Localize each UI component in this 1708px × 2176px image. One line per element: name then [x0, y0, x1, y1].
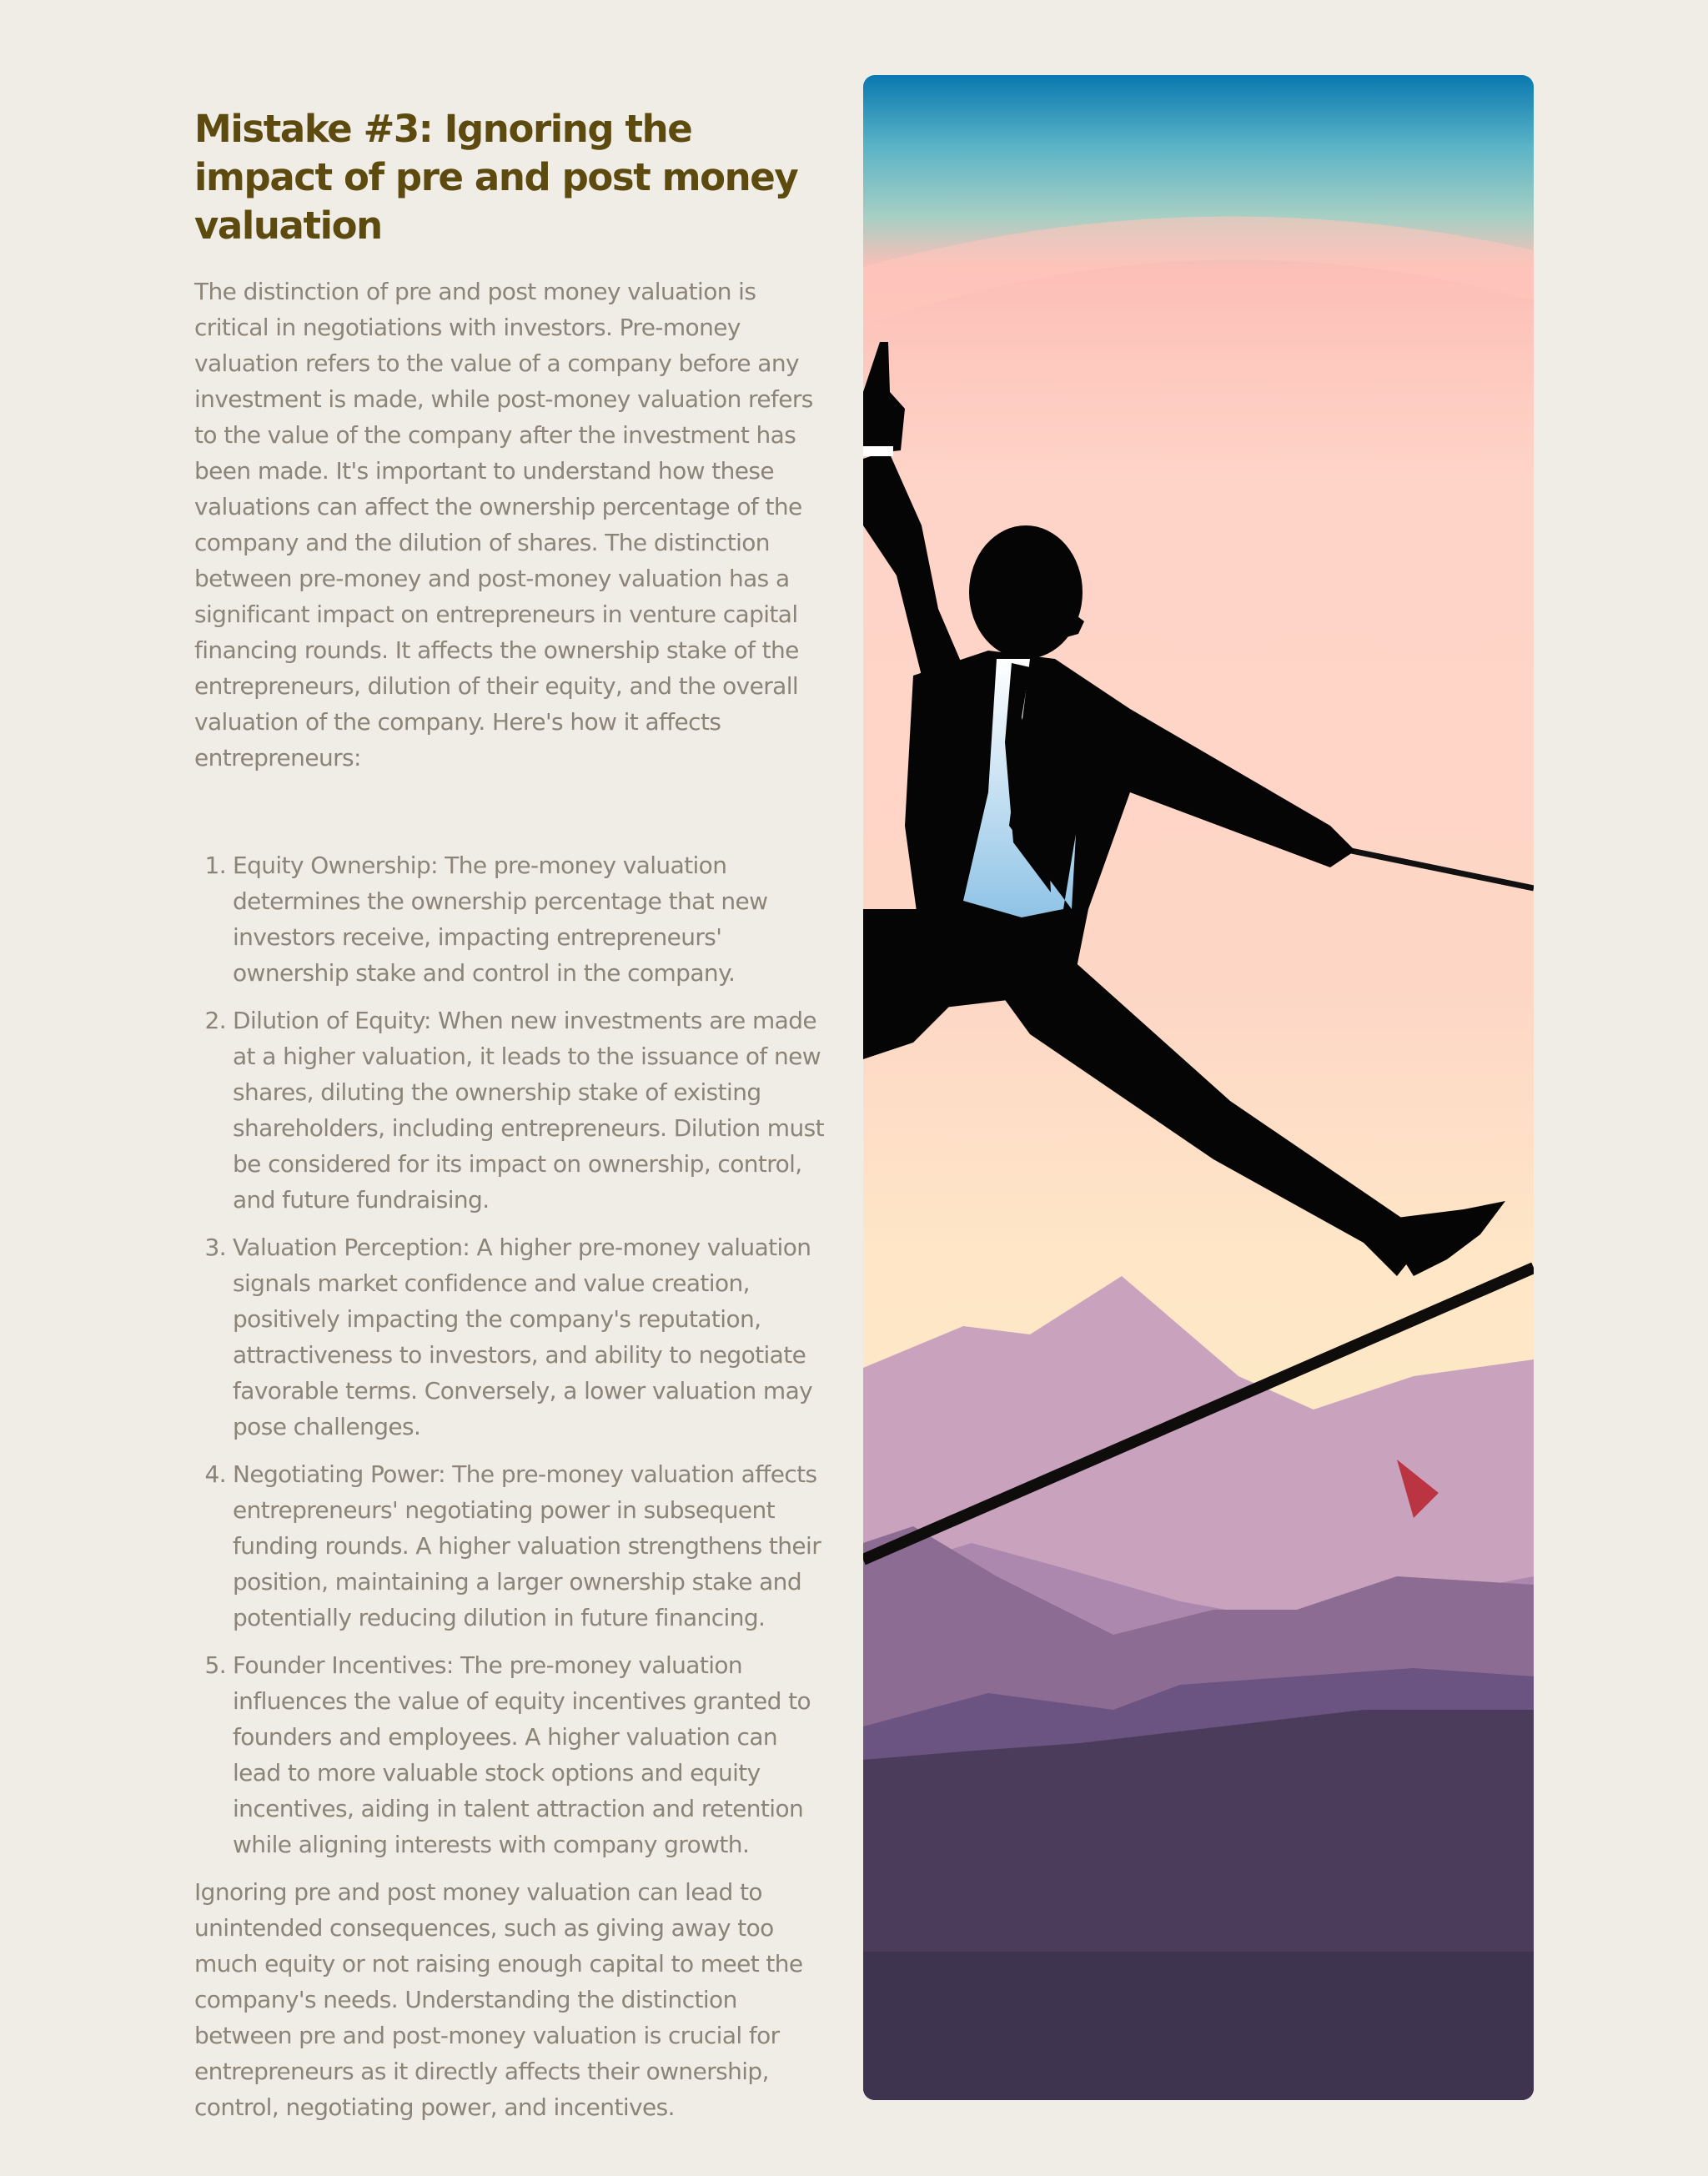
list-item-text: Founder Incentives: The pre-money valuation influences the value of equity incentives granted to founders and employees. A higher valuation can lead to more valuable stock options and equity incentives, aiding in talent attraction and retention while aligning interests with company growth.	[233, 1651, 811, 1858]
businessman-tightrope-illustration	[863, 75, 1534, 2100]
list-item-text: Equity Ownership: The pre-money valuation determines the ownership percentage that new investors receive, impacting entrepreneurs' ownership stake and control in the company.	[233, 852, 768, 987]
list-item-text: Dilution of Equity: When new investments are made at a higher valuation, it leads to the issuance of new shares, diluting the ownership stake of existing shareholders, including entrepreneurs. Dilution must be considered for its impact on ownership, control, and future fundraising.	[233, 1007, 824, 1214]
list-item	[194, 1456, 828, 1636]
list-item-text: Negotiating Power: The pre-money valuation affects entrepreneurs' negotiating power in subsequent funding rounds. A higher valuation strengthens their position, maintaining a larger ownership stake and potentially reducing dilution in future financing.	[233, 1460, 821, 1631]
list-item-number: 1.	[204, 852, 226, 879]
list-item-number: 4.	[204, 1460, 226, 1488]
list-item	[194, 1003, 828, 1218]
impact-list	[194, 847, 828, 1862]
list-item	[194, 847, 828, 991]
article-title: Mistake #3: Ignoring the impact of pre and post money valuation	[194, 107, 798, 248]
article-intro-paragraph: The distinction of pre and post money valuation is critical in negotiations with investors. Pre-money valuation refers to the value of a company before any investment is made, while post-money valuation refers to the value of the company after the investment has been made. It's important to understand how these valuations can affect the ownership percentage of the company and the dilution of shares. The distinction between pre-money and post-money valuation has a significant impact on entrepreneurs in venture capital financing rounds. It affects the ownership stake of the entrepreneurs, dilution of their equity, and the overall valuation of the company. Here's how it affects entrepreneurs:	[194, 278, 813, 771]
list-item-number: 5.	[204, 1651, 226, 1679]
list-item	[194, 1647, 828, 1862]
list-item-number: 2.	[204, 1007, 226, 1034]
article-conclusion-paragraph: Ignoring pre and post money valuation can lead to unintended consequences, such as giving away too much equity or not raising enough capital to meet the company's needs. Understanding the distinction between pre and post-money valuation is crucial for entrepreneurs as it directly affects their ownership, control, negotiating power, and incentives.	[194, 1878, 803, 2121]
list-item	[194, 1229, 828, 1445]
list-item-number: 3.	[204, 1234, 226, 1261]
article-text-column	[194, 105, 828, 2125]
list-item-text: Valuation Perception: A higher pre-money valuation signals market confidence and value creation, positively impacting the company's reputation, attractiveness to investors, and ability to negotiate favorable terms. Conversely, a lower valuation may pose challenges.	[233, 1234, 813, 1440]
